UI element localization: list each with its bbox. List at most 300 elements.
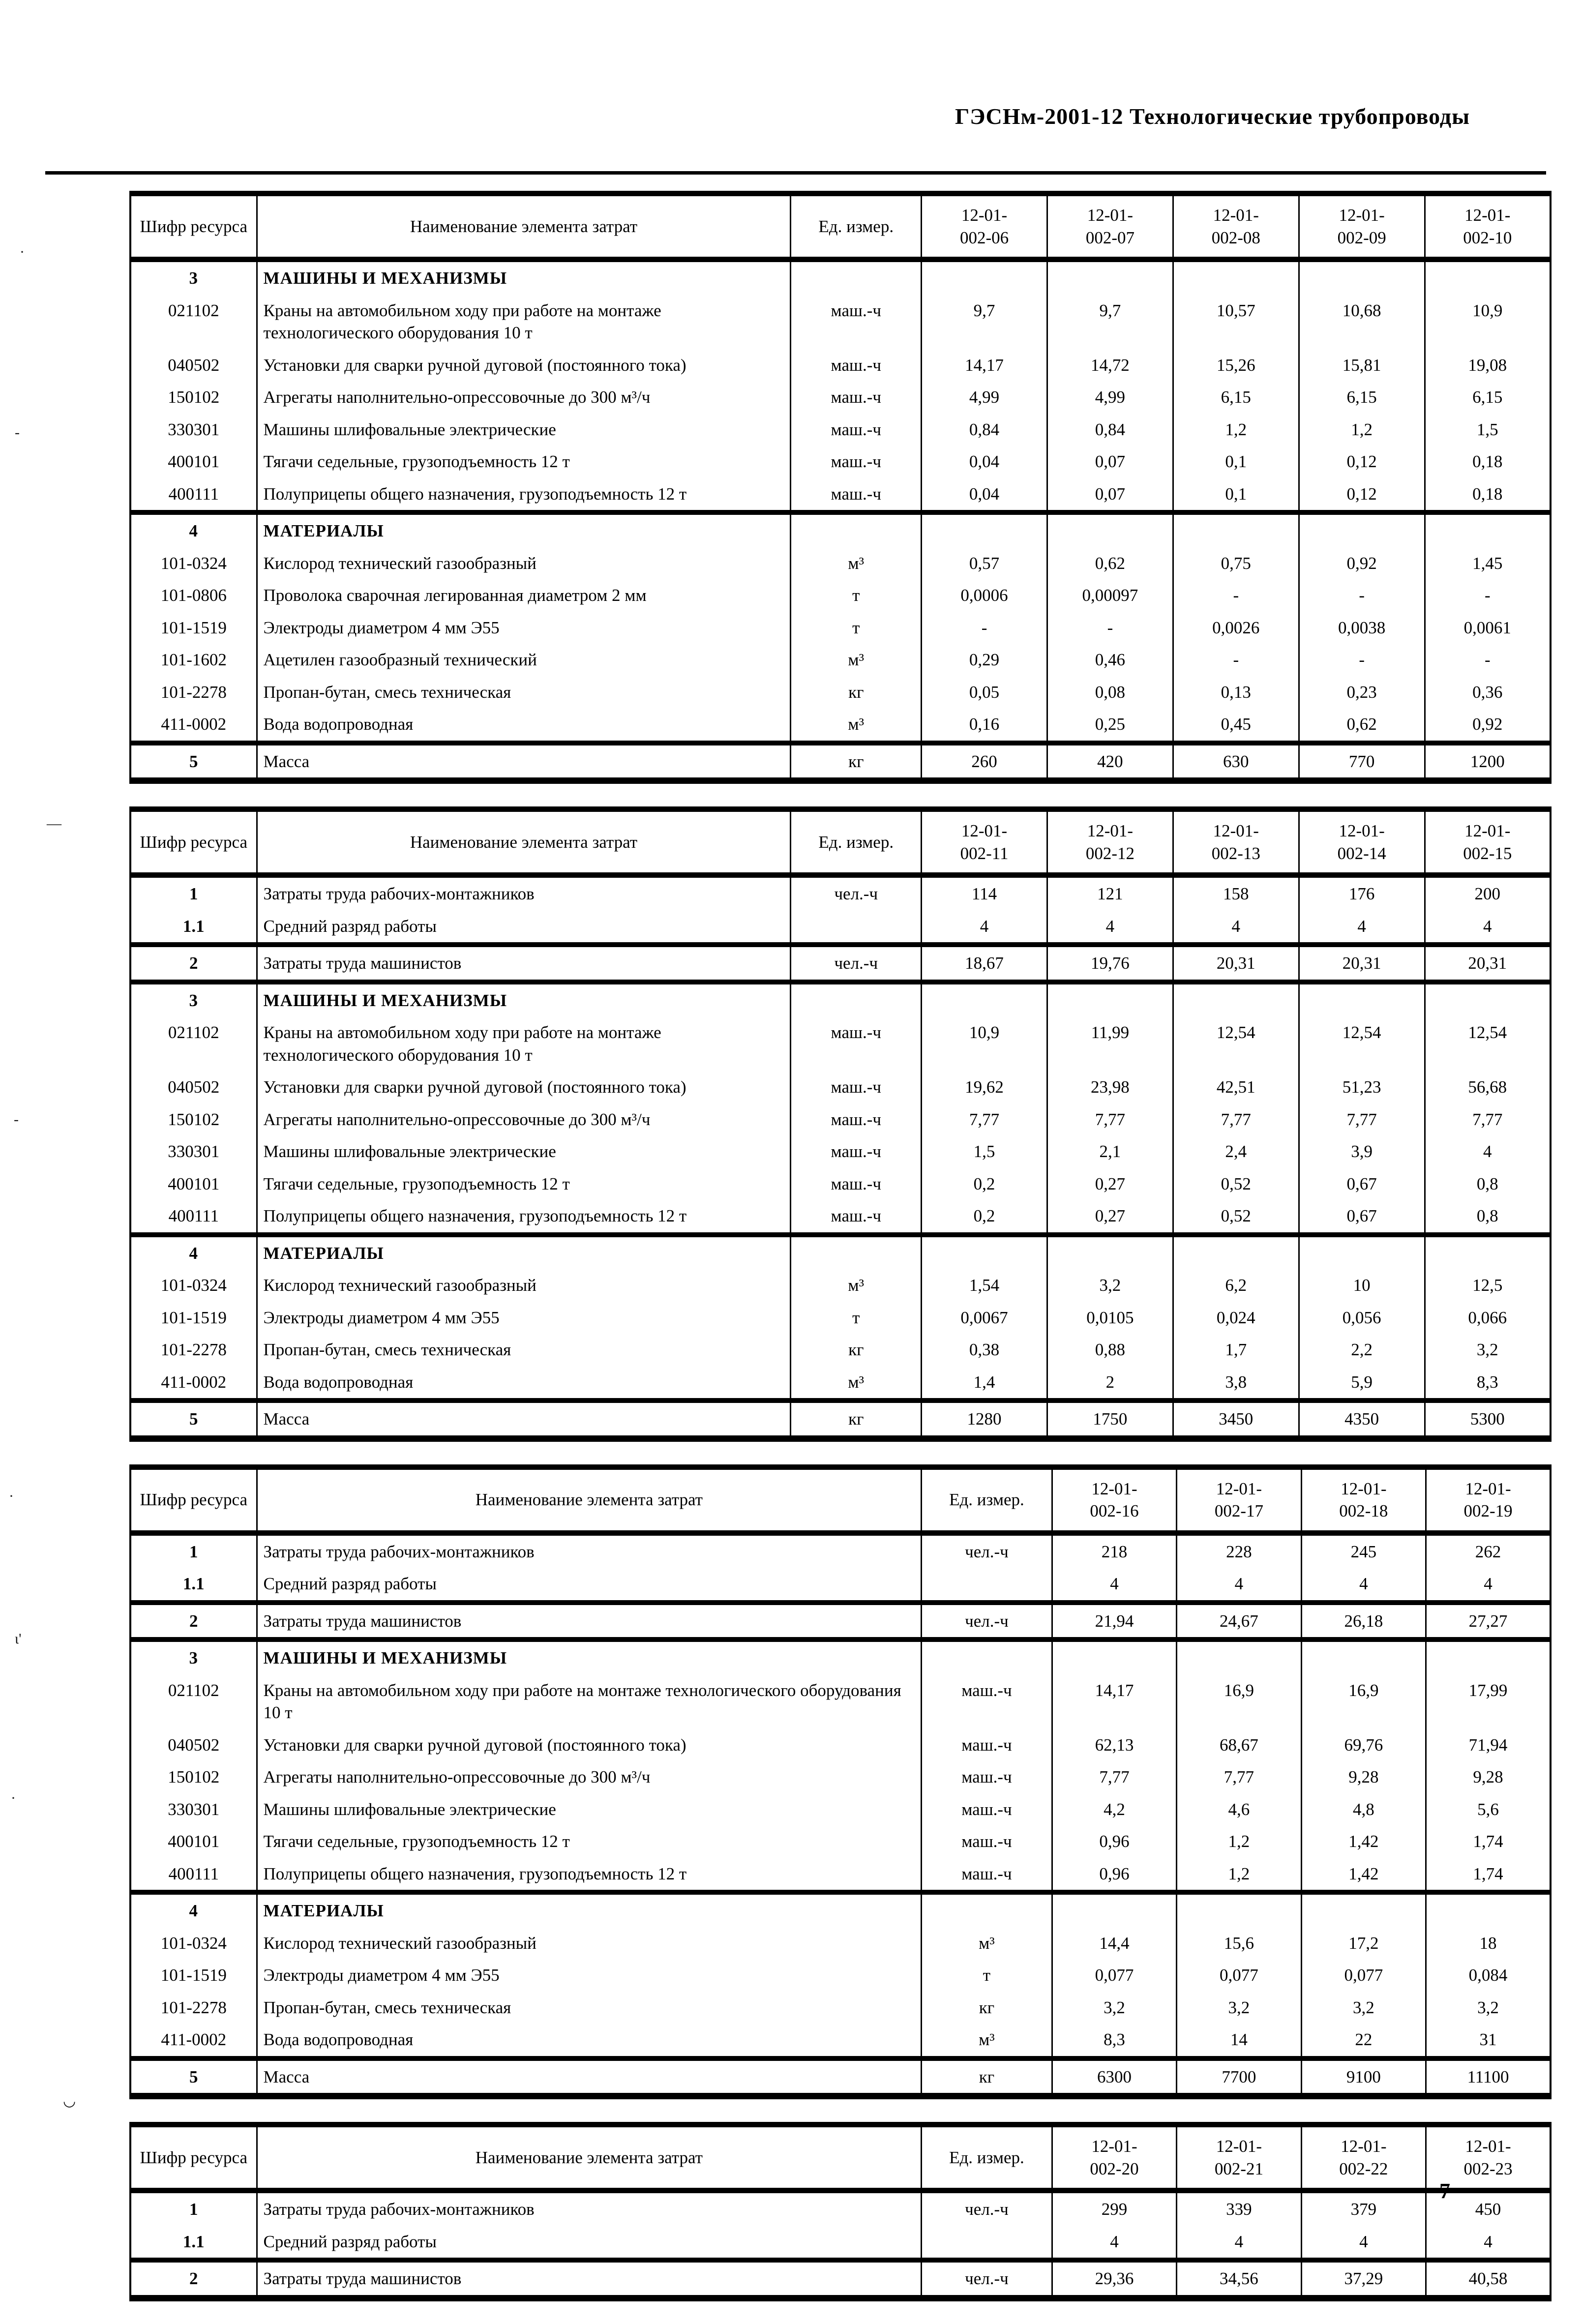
header-norm-code (1173, 809, 1299, 875)
value-cell: 0,18 (1425, 478, 1551, 513)
value-cell: 15,6 (1177, 1927, 1301, 1960)
value-cell: - (1425, 644, 1551, 676)
value-cell: 0,0105 (1047, 1302, 1173, 1334)
unit-of-measure (791, 260, 922, 295)
value-cell: 0,0061 (1425, 612, 1551, 644)
cost-element-name: Краны на автомобильном ходу при работе на монтаже технологического оборудования 10 т (257, 1016, 791, 1071)
resource-code: 101-0806 (130, 579, 257, 612)
unit-of-measure: маш.-ч (791, 414, 922, 446)
cost-element-name: Установки для сварки ручной дуговой (постоянного тока) (257, 1071, 791, 1103)
header-unit: Ед. измер. (791, 194, 922, 260)
value-cell (1425, 512, 1551, 547)
value-cell: 0,1 (1173, 446, 1299, 478)
unit-of-measure: т (791, 612, 922, 644)
header-norm-code (1301, 1467, 1426, 1533)
norm-code-line1: 12-01- (1339, 821, 1385, 840)
norm-code-line1: 12-01- (1213, 821, 1259, 840)
unit-of-measure: м³ (791, 1366, 922, 1401)
value-cell: 17,2 (1301, 1927, 1426, 1960)
tables-container (129, 191, 1552, 2324)
table-row (130, 295, 1551, 349)
unit-of-measure (791, 512, 922, 547)
value-cell: 62,13 (1052, 1729, 1176, 1761)
scan-artifact: - (14, 1111, 19, 1128)
resource-code: 2 (130, 1603, 257, 1640)
header-code: Шифр ресурса (130, 809, 257, 875)
cost-element-name: Полуприцепы общего назначения, грузоподъемность 12 т (257, 478, 791, 513)
table-header-row (130, 2125, 1551, 2191)
value-cell (1426, 1639, 1551, 1674)
value-cell: 0,2 (922, 1200, 1047, 1235)
value-cell: 7700 (1177, 2058, 1301, 2096)
resource-code: 101-0324 (130, 1269, 257, 1302)
value-cell: 16,9 (1301, 1674, 1426, 1729)
resource-code: 330301 (130, 414, 257, 446)
resource-code: 5 (130, 743, 257, 781)
value-cell: 3,2 (1426, 1992, 1551, 2024)
table-row (130, 1168, 1551, 1200)
value-cell: 14,17 (922, 349, 1047, 382)
table-row (130, 1927, 1551, 1960)
cost-element-name: МАТЕРИАЛЫ (257, 1892, 922, 1927)
norm-code-line2: 002-07 (1085, 228, 1134, 247)
norm-code-line2: 002-18 (1339, 1501, 1388, 1520)
table-header-row (130, 1467, 1551, 1533)
unit-of-measure (922, 1568, 1052, 1603)
value-cell: 10,9 (1425, 295, 1551, 349)
value-cell: 0,46 (1047, 644, 1173, 676)
header-rule (45, 171, 1546, 175)
value-cell (1425, 260, 1551, 295)
header-norm-code (1047, 809, 1173, 875)
value-cell: - (1299, 579, 1425, 612)
value-cell: 218 (1052, 1533, 1176, 1568)
value-cell (1299, 982, 1425, 1017)
cost-element-name: Затраты труда машинистов (257, 2260, 922, 2298)
value-cell: 4 (1052, 1568, 1176, 1603)
value-cell (1173, 982, 1299, 1017)
unit-of-measure: кг (791, 676, 922, 709)
resource-code: 4 (130, 1235, 257, 1270)
value-cell: 3,2 (1047, 1269, 1173, 1302)
cost-element-name: Установки для сварки ручной дуговой (постоянного тока) (257, 349, 791, 382)
value-cell: 3,2 (1425, 1334, 1551, 1366)
scan-artifact: · (20, 244, 25, 260)
cost-element-name: Электроды диаметром 4 мм Э55 (257, 612, 791, 644)
cost-element-name: Машины шлифовальные электрические (257, 1793, 922, 1826)
value-cell: 0,13 (1173, 676, 1299, 709)
page-header-title: ГЭСНм-2001-12 Технологические трубопроводы (955, 104, 1470, 129)
value-cell (1177, 1639, 1301, 1674)
value-cell: 71,94 (1426, 1729, 1551, 1761)
header-name: Наименование элемента затрат (257, 809, 791, 875)
value-cell: 0,18 (1425, 446, 1551, 478)
value-cell: 3,9 (1299, 1135, 1425, 1168)
value-cell: 0,077 (1177, 1959, 1301, 1992)
value-cell: 0,00097 (1047, 579, 1173, 612)
resource-code: 1.1 (130, 910, 257, 945)
cost-element-name: Краны на автомобильном ходу при работе на монтаже технологического оборудования 10 т (257, 1674, 922, 1729)
unit-of-measure: маш.-ч (922, 1729, 1052, 1761)
value-cell: 8,3 (1425, 1366, 1551, 1401)
value-cell: 9,28 (1426, 1761, 1551, 1793)
norm-code-line1: 12-01- (1339, 206, 1385, 225)
value-cell: 0,96 (1052, 1858, 1176, 1893)
cost-element-name: Масса (257, 743, 791, 781)
resource-code: 400101 (130, 446, 257, 478)
value-cell (922, 260, 1047, 295)
value-cell: 6,15 (1299, 381, 1425, 414)
header-unit: Ед. измер. (922, 1467, 1052, 1533)
unit-of-measure: маш.-ч (791, 1200, 922, 1235)
value-cell: 0,0038 (1299, 612, 1425, 644)
header-code: Шифр ресурса (130, 194, 257, 260)
cost-element-name: МАШИНЫ И МЕХАНИЗМЫ (257, 1639, 922, 1674)
scan-artifact: - (15, 424, 20, 441)
cost-element-name: Машины шлифовальные электрические (257, 1135, 791, 1168)
cost-element-name: Затраты труда рабочих-монтажников (257, 1533, 922, 1568)
value-cell: 10,9 (922, 1016, 1047, 1071)
value-cell: 0,36 (1425, 676, 1551, 709)
cost-element-name: Полуприцепы общего назначения, грузоподъемность 12 т (257, 1200, 791, 1235)
unit-of-measure: м³ (791, 1269, 922, 1302)
value-cell: 10,57 (1173, 295, 1299, 349)
norm-code-line1: 12-01- (1465, 1479, 1511, 1498)
value-cell: 0,27 (1047, 1200, 1173, 1235)
norm-code-line2: 002-08 (1211, 228, 1260, 247)
norm-code-line1: 12-01- (1464, 821, 1511, 840)
value-cell (1047, 1235, 1173, 1270)
unit-of-measure: маш.-ч (791, 1103, 922, 1136)
unit-of-measure: м³ (791, 644, 922, 676)
unit-of-measure: т (791, 1302, 922, 1334)
header-norm-code (1173, 194, 1299, 260)
value-cell: - (1299, 644, 1425, 676)
value-cell: 4 (922, 910, 1047, 945)
value-cell: 4 (1047, 910, 1173, 945)
value-cell: 1,74 (1426, 1858, 1551, 1893)
table-row (130, 1235, 1551, 1270)
value-cell: 9,7 (922, 295, 1047, 349)
norm-code-line1: 12-01- (1087, 206, 1134, 225)
resource-code: 040502 (130, 1071, 257, 1103)
value-cell: 1280 (922, 1400, 1047, 1438)
value-cell: 4350 (1299, 1400, 1425, 1438)
value-cell: 20,31 (1299, 945, 1425, 982)
value-cell: 29,36 (1052, 2260, 1176, 2298)
value-cell: 0,05 (922, 676, 1047, 709)
resource-code: 101-0324 (130, 1927, 257, 1960)
cost-element-name: Вода водопроводная (257, 1366, 791, 1401)
unit-of-measure: маш.-ч (791, 381, 922, 414)
value-cell: 4 (1173, 910, 1299, 945)
value-cell: 26,18 (1301, 1603, 1426, 1640)
table-row (130, 612, 1551, 644)
unit-of-measure: кг (922, 2058, 1052, 2096)
resource-code: 021102 (130, 1674, 257, 1729)
table-row (130, 2226, 1551, 2261)
value-cell: 1,45 (1425, 547, 1551, 580)
resource-code: 4 (130, 1892, 257, 1927)
value-cell: 22 (1301, 2024, 1426, 2058)
value-cell: 4 (1052, 2226, 1176, 2261)
header-name: Наименование элемента затрат (257, 194, 791, 260)
cost-element-name: Кислород технический газообразный (257, 1927, 922, 1960)
value-cell: 2,1 (1047, 1135, 1173, 1168)
scan-artifact: · (11, 1790, 16, 1806)
cost-element-name: Тягачи седельные, грузоподъемность 12 т (257, 1825, 922, 1858)
resource-code: 411-0002 (130, 708, 257, 743)
value-cell: 42,51 (1173, 1071, 1299, 1103)
value-cell: 1750 (1047, 1400, 1173, 1438)
value-cell: 1,42 (1301, 1825, 1426, 1858)
value-cell: 4 (1301, 1568, 1426, 1603)
cost-element-name: Масса (257, 2058, 922, 2096)
resource-code: 5 (130, 2058, 257, 2096)
unit-of-measure: маш.-ч (791, 478, 922, 513)
value-cell: 0,077 (1301, 1959, 1426, 1992)
value-cell: 0,57 (922, 547, 1047, 580)
value-cell: 20,31 (1173, 945, 1299, 982)
value-cell: 5,9 (1299, 1366, 1425, 1401)
table-row (130, 478, 1551, 513)
resource-code: 2 (130, 2260, 257, 2298)
unit-of-measure: м³ (791, 708, 922, 743)
value-cell: 4 (1299, 910, 1425, 945)
value-cell: 6300 (1052, 2058, 1176, 2096)
cost-element-name: Машины шлифовальные электрические (257, 414, 791, 446)
value-cell: 0,38 (922, 1334, 1047, 1366)
resource-code: 101-1602 (130, 644, 257, 676)
value-cell: 4 (1425, 910, 1551, 945)
value-cell: - (1425, 579, 1551, 612)
unit-of-measure: м³ (922, 2024, 1052, 2058)
unit-of-measure (922, 1639, 1052, 1674)
value-cell: - (1173, 579, 1299, 612)
unit-of-measure: маш.-ч (791, 1135, 922, 1168)
cost-element-name: Электроды диаметром 4 мм Э55 (257, 1959, 922, 1992)
table-row (130, 547, 1551, 580)
norm-code-line2: 002-13 (1211, 843, 1260, 863)
norm-code-line1: 12-01- (1087, 821, 1134, 840)
table-row (130, 1761, 1551, 1793)
value-cell: 4 (1301, 2226, 1426, 2261)
value-cell: 158 (1173, 875, 1299, 910)
table-row (130, 381, 1551, 414)
value-cell: 379 (1301, 2191, 1426, 2226)
value-cell: 0,12 (1299, 478, 1425, 513)
value-cell: 8,3 (1052, 2024, 1176, 2058)
value-cell (1047, 260, 1173, 295)
value-cell: 4,8 (1301, 1793, 1426, 1826)
norm-code-line2: 002-17 (1214, 1501, 1263, 1520)
table-row (130, 708, 1551, 743)
value-cell (1425, 982, 1551, 1017)
value-cell: 7,77 (922, 1103, 1047, 1136)
resource-code: 400101 (130, 1825, 257, 1858)
resource-code: 040502 (130, 349, 257, 382)
norm-code-line1: 12-01- (1216, 1479, 1262, 1498)
value-cell: 7,77 (1299, 1103, 1425, 1136)
value-cell: 0,2 (922, 1168, 1047, 1200)
value-cell (922, 982, 1047, 1017)
norm-code-line2: 002-21 (1214, 2159, 1263, 2178)
value-cell: 0,84 (1047, 414, 1173, 446)
value-cell: 24,67 (1177, 1603, 1301, 1640)
header-code: Шифр ресурса (130, 1467, 257, 1533)
value-cell: 1,54 (922, 1269, 1047, 1302)
norm-code-line1: 12-01- (961, 206, 1008, 225)
value-cell: 5300 (1425, 1400, 1551, 1438)
value-cell (1047, 982, 1173, 1017)
cost-element-name: Вода водопроводная (257, 708, 791, 743)
resource-code: 1.1 (130, 2226, 257, 2261)
value-cell: 0,92 (1425, 708, 1551, 743)
value-cell: 19,76 (1047, 945, 1173, 982)
value-cell: - (1173, 644, 1299, 676)
table-row (130, 2058, 1551, 2096)
norm-code-line1: 12-01- (961, 821, 1008, 840)
resource-code: 1 (130, 2191, 257, 2226)
cost-element-name: Кислород технический газообразный (257, 547, 791, 580)
value-cell: 262 (1426, 1533, 1551, 1568)
table-row (130, 1959, 1551, 1992)
header-norm-code (1425, 809, 1551, 875)
value-cell: 630 (1173, 743, 1299, 781)
cost-element-name: МАШИНЫ И МЕХАНИЗМЫ (257, 982, 791, 1017)
value-cell: 1,2 (1173, 414, 1299, 446)
value-cell: 450 (1426, 2191, 1551, 2226)
header-norm-code (922, 809, 1047, 875)
value-cell: - (1047, 612, 1173, 644)
value-cell: 11100 (1426, 2058, 1551, 2096)
resource-code: 101-0324 (130, 547, 257, 580)
value-cell: 7,77 (1047, 1103, 1173, 1136)
table-row (130, 1533, 1551, 1568)
value-cell: 37,29 (1301, 2260, 1426, 2298)
value-cell: 6,15 (1425, 381, 1551, 414)
value-cell: 0,084 (1426, 1959, 1551, 1992)
unit-of-measure: маш.-ч (922, 1793, 1052, 1826)
unit-of-measure: кг (922, 1992, 1052, 2024)
cost-element-name: Установки для сварки ручной дуговой (постоянного тока) (257, 1729, 922, 1761)
table-row (130, 446, 1551, 478)
cost-element-name: Агрегаты наполнительно-опрессовочные до 300 м³/ч (257, 1103, 791, 1136)
value-cell: 1,5 (1425, 414, 1551, 446)
table-row (130, 2024, 1551, 2058)
cost-table-1 (129, 191, 1552, 784)
unit-of-measure: чел.-ч (922, 2191, 1052, 2226)
value-cell: 12,54 (1173, 1016, 1299, 1071)
value-cell (1299, 260, 1425, 295)
table-row (130, 875, 1551, 910)
value-cell: 0,52 (1173, 1200, 1299, 1235)
value-cell: 4,2 (1052, 1793, 1176, 1826)
value-cell: 176 (1299, 875, 1425, 910)
norm-code-line1: 12-01- (1091, 1479, 1137, 1498)
value-cell: 420 (1047, 743, 1173, 781)
table-header-row (130, 809, 1551, 875)
value-cell: 14,17 (1052, 1674, 1176, 1729)
cost-element-name: Электроды диаметром 4 мм Э55 (257, 1302, 791, 1334)
cost-element-name: Затраты труда машинистов (257, 1603, 922, 1640)
value-cell: 200 (1425, 875, 1551, 910)
header-norm-code (1301, 2125, 1426, 2191)
resource-code: 101-1519 (130, 1302, 257, 1334)
resource-code: 3 (130, 260, 257, 295)
resource-code: 3 (130, 1639, 257, 1674)
norm-code-line2: 002-23 (1463, 2159, 1513, 2178)
value-cell: 0,88 (1047, 1334, 1173, 1366)
value-cell: 6,2 (1173, 1269, 1299, 1302)
unit-of-measure: маш.-ч (791, 1016, 922, 1071)
scan-artifact: · (9, 1488, 14, 1504)
value-cell: 0,08 (1047, 676, 1173, 709)
resource-code: 400111 (130, 1858, 257, 1893)
cost-element-name: Пропан-бутан, смесь техническая (257, 676, 791, 709)
cost-element-name: Тягачи седельные, грузоподъемность 12 т (257, 446, 791, 478)
value-cell: 260 (922, 743, 1047, 781)
norm-code-line1: 12-01- (1341, 1479, 1387, 1498)
cost-element-name: Тягачи седельные, грузоподъемность 12 т (257, 1168, 791, 1200)
table-row (130, 982, 1551, 1017)
cost-element-name: Полуприцепы общего назначения, грузоподъемность 12 т (257, 1858, 922, 1893)
unit-of-measure: т (922, 1959, 1052, 1992)
value-cell: 0,67 (1299, 1168, 1425, 1200)
norm-code-line2: 002-10 (1463, 228, 1512, 247)
cost-table-4 (129, 2122, 1552, 2301)
value-cell: 339 (1177, 2191, 1301, 2226)
value-cell: 14,72 (1047, 349, 1173, 382)
unit-of-measure (791, 910, 922, 945)
table-row (130, 1269, 1551, 1302)
resource-code: 5 (130, 1400, 257, 1438)
table-row (130, 1858, 1551, 1893)
table-header-row (130, 194, 1551, 260)
cost-element-name: Краны на автомобильном ходу при работе на монтаже технологического оборудования 10 т (257, 295, 791, 349)
header-unit: Ед. измер. (922, 2125, 1052, 2191)
unit-of-measure: т (791, 579, 922, 612)
value-cell: 14 (1177, 2024, 1301, 2058)
value-cell: 0,16 (922, 708, 1047, 743)
header-code: Шифр ресурса (130, 2125, 257, 2191)
norm-code-line1: 12-01- (1464, 206, 1511, 225)
table-row (130, 1729, 1551, 1761)
value-cell (1173, 1235, 1299, 1270)
value-cell: 0,8 (1425, 1168, 1551, 1200)
header-name: Наименование элемента затрат (257, 1467, 922, 1533)
value-cell: 0,056 (1299, 1302, 1425, 1334)
table-row (130, 910, 1551, 945)
norm-code-line1: 12-01- (1341, 2137, 1387, 2156)
table-row (130, 1302, 1551, 1334)
cost-element-name: МАТЕРИАЛЫ (257, 512, 791, 547)
table-row (130, 644, 1551, 676)
unit-of-measure: чел.-ч (922, 1533, 1052, 1568)
scan-artifact: — (47, 815, 61, 832)
header-norm-code (1177, 1467, 1301, 1533)
value-cell: 1200 (1425, 743, 1551, 781)
value-cell: 0,07 (1047, 478, 1173, 513)
table-row (130, 2260, 1551, 2298)
value-cell: 114 (922, 875, 1047, 910)
value-cell: 0,62 (1299, 708, 1425, 743)
table-row (130, 1603, 1551, 1640)
cost-element-name: МАШИНЫ И МЕХАНИЗМЫ (257, 260, 791, 295)
resource-code: 040502 (130, 1729, 257, 1761)
value-cell: 6,15 (1173, 381, 1299, 414)
table-row (130, 676, 1551, 709)
